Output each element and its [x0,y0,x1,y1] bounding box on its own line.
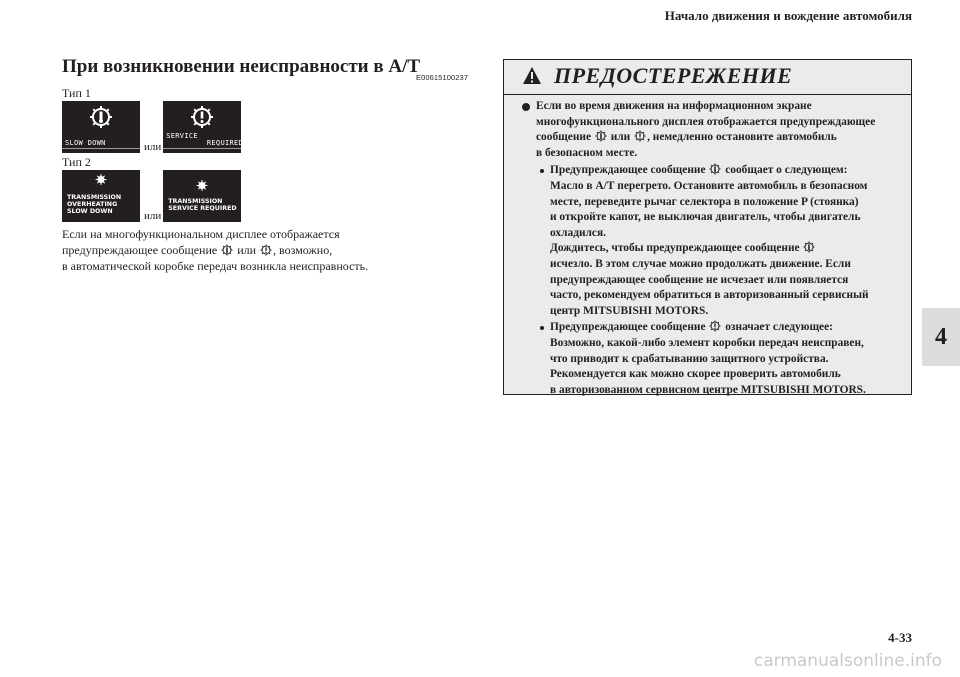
warning-box [503,59,912,395]
or-text: или [144,141,162,153]
chapter-tab: 4 [922,308,960,366]
type1-label: Тип 1 [62,86,91,100]
transmission-warning-icon [634,130,646,142]
section-code: E00615100237 [416,73,469,82]
display-transmission-service [163,170,241,222]
type2-displays [62,170,482,222]
transmission-temp-icon [221,244,233,256]
watermark: carmanualsonline.info [753,651,942,671]
display-overheating [62,170,140,222]
section-main [62,50,482,274]
body-line: Если на многофункциональном дисплее отображается [62,227,340,241]
display-slow-down-text: SLOW DOWN [65,139,106,147]
page-header-title: Начало движения и вождение автомобиля [664,8,912,23]
body-line: в автоматической коробке передач возникла неисправность. [62,259,369,273]
type2-label: Тип 2 [62,155,91,169]
warning-sub-item-service: Предупреждающее сообщение означает следующее: [518,320,901,336]
display-slow-down [62,101,140,153]
warning-sub-list: Предупреждающее сообщение сообщает о следующем: Масло в А/Т перегрето. Остановите автомобиль в безопасном месте, переведите рычаг селектора в положение P (стоянка) и откройте капот, не выключая двигатель, чтобы двигатель охладился. Дождитесь, чтобы предупреждающее сообщение исчезло. В этом случае можно продолжать движение. Если предупреждающее сообщение не исчезает или появляется часто, рекомендуем обратиться в авторизованный сервисный центр MITSUBISHI MOTORS. Предупреждающее сообщение означает следующее: Возможно, какой-либо элемент коробки передач неисправен, что приводит к срабатыванию защитного устройства. Рекомендуется как можно скорее проверить автомобиль в авторизованном сервисном центре MITSUBISHI MOTORS. [518,163,901,398]
transmission-warning-icon [190,105,214,129]
type1-displays [62,101,482,153]
section-title-row [62,50,482,80]
warning-heading: ПРЕДОСТЕРЕЖЕНИЕ [554,63,793,88]
warning-triangle-icon [522,66,542,86]
warning-main-item: Если во время движения на информационном экране многофункционального дисплея отображается предупреждающее сообщение или , немедленно остановите автомобиль в безопасном месте. [518,99,901,161]
body-line: предупреждающее сообщение или , возможно, [62,243,333,257]
display-overheating-text: TRANSMISSION OVERHEATING SLOW DOWN [67,194,122,215]
warning-sub-item-overheating: Предупреждающее сообщение сообщает о следующем: [518,163,901,179]
transmission-warning-icon [709,320,721,332]
display-service-required-text: SERVICE REQUIRED [166,132,244,147]
transmission-temp-icon [595,130,607,142]
gear-icon [196,179,209,192]
or-text: или [144,210,162,222]
transmission-temp-icon [803,241,815,253]
section-title: При возникновении неисправности в А/Т [62,56,421,77]
warning-header [504,60,911,95]
transmission-temp-icon [89,105,113,129]
display-transmission-service-text: TRANSMISSION SERVICE REQUIRED [168,198,237,212]
display-service-required [163,101,244,153]
warning-content [504,95,911,398]
gear-icon [95,173,108,186]
transmission-warning-icon [260,244,272,256]
section-body [62,226,482,274]
transmission-temp-icon [709,163,721,175]
page-number: 4-33 [888,630,912,645]
